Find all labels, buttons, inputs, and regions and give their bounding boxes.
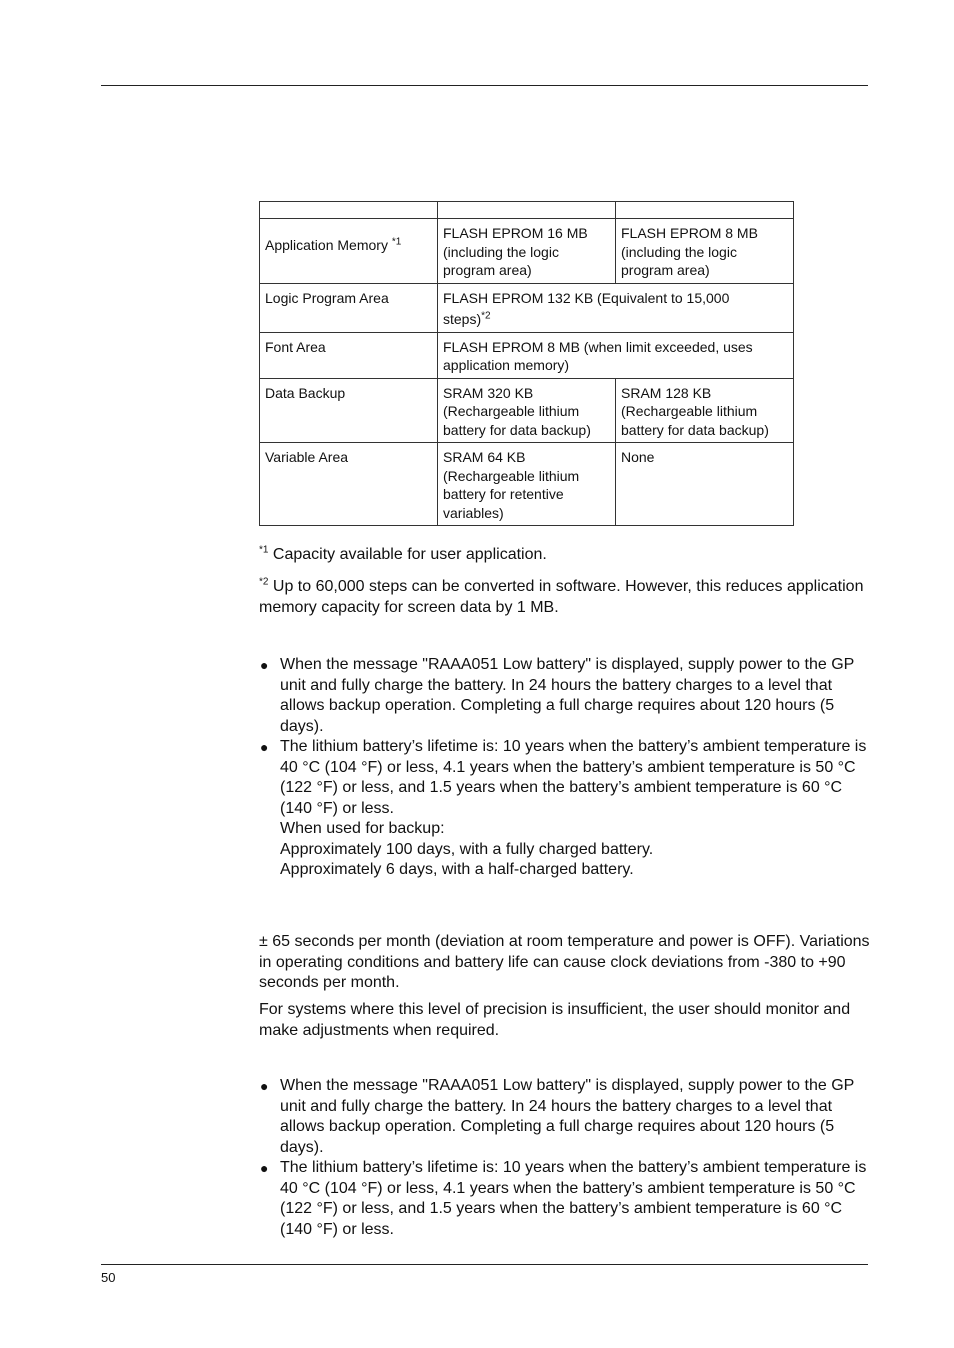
- table-cell: SRAM 128 KB (Rechargeable lithium battery for data backup): [616, 378, 794, 443]
- bullet-icon: ●: [260, 1160, 269, 1176]
- clock-accuracy-paragraph: ± 65 seconds per month (deviation at room temperature and power is OFF). Variations in operating conditions and battery life can cause clock deviations from -380 to +90 seconds per month.: [259, 933, 870, 991]
- table-cell: FLASH EPROM 8 MB (including the logic program area): [616, 219, 794, 284]
- table-header-row: [260, 202, 794, 219]
- header-cell: [616, 202, 794, 219]
- row-label: Font Area: [260, 332, 438, 378]
- bullet-icon: ●: [260, 657, 269, 673]
- list-item: ● The lithium battery’s lifetime is: 10 years when the battery’s ambient temperature is 40 °C (104 °F) or less, 4.1 years when the battery’s ambient temperature is 50 °C (122 °F) or less, and 1.5 years when the battery’s ambient temperature is 60 °C (140 °F) or less. When used for backup: Approximately 100 days, with a fully charged battery. Approximately 6 days, with a half-charged battery.: [260, 738, 867, 878]
- battery-notes-list-2: [259, 1076, 871, 1240]
- header-cell: [438, 202, 616, 219]
- footnote-1: $^{*1}$ Capacity available for user application.: [259, 544, 547, 563]
- bullet-icon: ●: [260, 1078, 269, 1094]
- footnote-2: $^{*2}$ Up to 60,000 steps can be converted in software. However, this reduces application memory capacity for screen data by 1 MB.: [259, 576, 864, 616]
- table-cell: None: [616, 443, 794, 526]
- row-label: Application Memory $^{*1}$: [260, 219, 438, 284]
- table-cell-merged: FLASH EPROM 132 KB (Equivalent to 15,000 steps)$^{*2}$: [438, 283, 794, 332]
- memory-spec-table: [259, 201, 794, 526]
- row-label: Data Backup: [260, 378, 438, 443]
- row-label: Variable Area: [260, 443, 438, 526]
- header-cell: [260, 202, 438, 219]
- table-row: [260, 332, 794, 378]
- list-item: ● When the message "RAAA051 Low battery" is displayed, supply power to the GP unit and fully charge the battery. In 24 hours the battery charges to a level that allows backup operation. Completing a full charge requires about 120 hours (5 days).: [260, 656, 855, 735]
- list-item: ● The lithium battery’s lifetime is: 10 years when the battery’s ambient temperature is 40 °C (104 °F) or less, 4.1 years when the battery’s ambient temperature is 50 °C (122 °F) or less, and 1.5 years when the battery’s ambient temperature is 60 °C (140 °F) or less.: [260, 1159, 867, 1238]
- table-row: [260, 378, 794, 443]
- footer-rule: [101, 1264, 868, 1265]
- table-row: [260, 283, 794, 332]
- table-row: [260, 219, 794, 284]
- list-item: ● When the message "RAAA051 Low battery" is displayed, supply power to the GP unit and fully charge the battery. In 24 hours the battery charges to a level that allows backup operation. Completing a full charge requires about 120 hours (5 days).: [260, 1077, 855, 1156]
- table-cell-merged: FLASH EPROM 8 MB (when limit exceeded, uses application memory): [438, 332, 794, 378]
- page-number: 50: [101, 1270, 116, 1285]
- battery-notes-list: [259, 655, 871, 881]
- row-label: Logic Program Area: [260, 283, 438, 332]
- table-cell: SRAM 320 KB (Rechargeable lithium battery for data backup): [438, 378, 616, 443]
- header-rule: [101, 85, 868, 86]
- table-cell: FLASH EPROM 16 MB (including the logic program area): [438, 219, 616, 284]
- bullet-icon: ●: [260, 739, 269, 755]
- clock-precision-paragraph: For systems where this level of precision is insufficient, the user should monitor and make adjustments when required.: [259, 1001, 851, 1039]
- table-row: [260, 443, 794, 526]
- table-cell: SRAM 64 KB (Rechargeable lithium battery for retentive variables): [438, 443, 616, 526]
